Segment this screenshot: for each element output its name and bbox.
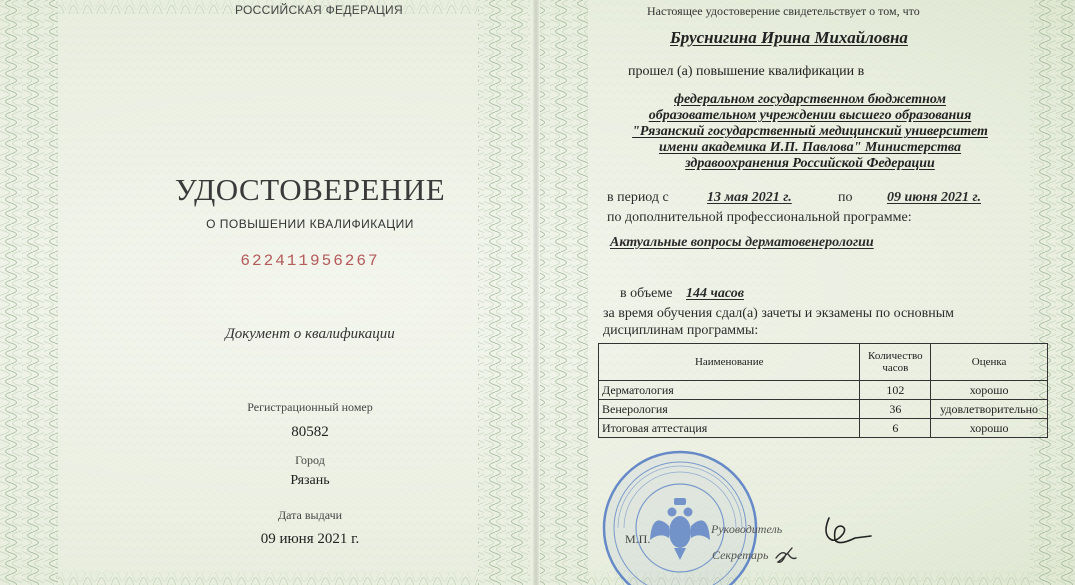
period-to-label: по xyxy=(838,190,853,205)
discipline-name: Дерматология xyxy=(599,381,860,400)
column-header-grade: Оценка xyxy=(931,344,1048,381)
column-header-name: Наименование xyxy=(599,344,860,381)
secretary-signature-label: Секретарь xyxy=(712,548,769,562)
discipline-hours: 6 xyxy=(860,419,931,438)
period-to: 09 июня 2021 г. xyxy=(887,190,981,205)
issue-date-label: Дата выдачи xyxy=(277,508,343,522)
disciplines-table xyxy=(598,343,1048,438)
table-row xyxy=(599,400,1048,419)
table-row xyxy=(599,419,1048,438)
registration-number: 80582 xyxy=(291,424,329,440)
hours-header-line: Количество xyxy=(868,350,923,362)
period-from: 13 мая 2021 г. xyxy=(707,190,792,205)
discipline-name: Итоговая аттестация xyxy=(599,419,860,438)
table-row xyxy=(599,381,1048,400)
document-type: Документ о квалификации xyxy=(225,326,395,342)
discipline-name: Венерология xyxy=(599,400,860,419)
discipline-hours: 36 xyxy=(860,400,931,419)
period-label: в период с xyxy=(607,190,669,205)
volume-value: 144 часов xyxy=(686,286,744,301)
discipline-grade: хорошо xyxy=(931,419,1048,438)
organization-line: здравоохранения Российской Федерации xyxy=(685,156,935,171)
holder-name: Бруснигина Ирина Михайловна xyxy=(670,28,908,47)
certificate-intro: Настоящее удостоверение свидетельствует о том, что xyxy=(647,4,920,18)
secretary-signature-icon xyxy=(770,540,800,570)
official-seal-icon xyxy=(600,448,760,585)
volume-label: в объеме xyxy=(620,286,673,301)
registration-label: Регистрационный номер xyxy=(247,400,373,414)
discipline-grade: удовлетворительно xyxy=(931,400,1048,419)
document-number: 622411956267 xyxy=(240,252,380,270)
organization-line: федеральном государственном бюджетном xyxy=(674,92,946,107)
issue-date: 09 июня 2021 г. xyxy=(260,531,360,547)
exam-text-line: дисциплинам программы: xyxy=(603,323,759,338)
organization-line: имени академика И.П. Павлова" Министерства xyxy=(658,140,962,155)
exam-text-line: за время обучения сдал(а) зачеты и экзамены по основным xyxy=(603,306,955,321)
city-value: Рязань xyxy=(290,473,330,488)
table-header-row xyxy=(599,344,1048,381)
program-label: по дополнительной профессиональной программе: xyxy=(607,210,912,225)
page-fold xyxy=(533,0,539,585)
discipline-grade: хорошо xyxy=(931,381,1048,400)
program-name: Актуальные вопросы дерматовенерологии xyxy=(610,235,874,250)
organization-line: образовательном учреждении высшего образования xyxy=(648,108,972,123)
head-signature-icon xyxy=(815,512,875,552)
country-header: РОССИЙСКАЯ ФЕДЕРАЦИЯ xyxy=(235,3,403,17)
discipline-hours: 102 xyxy=(860,381,931,400)
organization-line: "Рязанский государственный медицинский университет xyxy=(632,124,988,139)
head-signature-label: Руководитель xyxy=(711,522,783,536)
document-subtitle: О ПОВЫШЕНИИ КВАЛИФИКАЦИИ xyxy=(206,217,414,231)
city-label: Город xyxy=(295,453,325,467)
column-header-hours xyxy=(860,344,931,381)
passed-text: прошел (а) повышение квалификации в xyxy=(628,64,865,79)
hours-header-line: часов xyxy=(882,362,909,374)
organization-name xyxy=(600,92,1020,172)
stamp-label: М.П. xyxy=(625,532,651,546)
document-title: УДОСТОВЕРЕНИЕ xyxy=(174,172,446,207)
